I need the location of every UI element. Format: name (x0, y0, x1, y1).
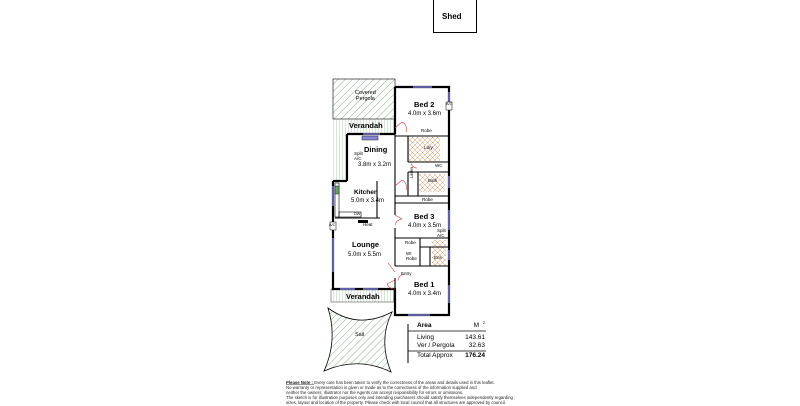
laundry-label: Ldry (424, 145, 433, 150)
split-ac-bed3-label: Split A/C (437, 228, 446, 238)
area-header-unit: M (473, 322, 479, 329)
area-row-value: 32.63 (468, 342, 485, 349)
bath-label: Bath (428, 178, 438, 183)
area-row-label: Total Approx (417, 352, 453, 359)
verandah-top-label: Verandah (349, 121, 383, 130)
wc-label: WC (435, 163, 443, 168)
bed2-dims: 4.0m x 3.6m (408, 111, 442, 117)
note-line: The sketch is for illustration purposes only and intending purchasers should satisfy themselves independently regarding ; (286, 395, 516, 400)
bed3-label: Bed 3 (414, 212, 435, 221)
bath-tile (419, 174, 445, 192)
dining-dims: 3.8m x 3.2m (358, 162, 392, 168)
shed-label: Shed (442, 12, 462, 21)
cooktop (335, 186, 339, 194)
ac-bed2-label: A/C (446, 102, 453, 106)
robe-label-bed3: Robe (422, 197, 433, 202)
bed1-dims: 4.0m x 3.4m (408, 291, 442, 297)
note-title: Please Note : (286, 380, 313, 385)
dining-fixture (362, 136, 378, 140)
area-row-total (405, 352, 485, 361)
entry-label: Entry (401, 271, 412, 276)
note-line: neither the owners, illustrator nor the Agents can accept responsibility for errors or omissions. (286, 390, 464, 395)
dishwasher-label: DW (354, 212, 361, 216)
linen-label: Linen (409, 166, 414, 178)
area-header-label: Area (417, 322, 432, 329)
bed3-dims: 4.0m x 3.5m (408, 223, 442, 229)
robe-label-bed1: Robe (405, 240, 416, 245)
robe-label-bed2: Robe (421, 128, 432, 133)
verandah-side-area (333, 134, 347, 180)
sail-label: Sail (355, 332, 365, 338)
area-row-verandah (405, 342, 485, 351)
area-table-header (405, 322, 485, 331)
area-row-label: Ver / Pergola (417, 342, 455, 349)
area-row-label: Living (417, 334, 434, 341)
area-header-sup: 2 (482, 320, 485, 325)
note-line: No warranty or representation is given or made as to the correctness of the information supplied and (286, 385, 477, 390)
kitchen-dims: 5.0m x 3.4m (351, 198, 385, 204)
sail-area (324, 308, 392, 372)
area-row-value: 143.61 (465, 334, 485, 341)
heat-label: Heat (363, 222, 373, 227)
note-line-text: Every care has been taken to verify the correctness of the areas and details used in this leaflet. (314, 380, 495, 385)
lounge-label: Lounge (352, 240, 380, 249)
bed1-label: Bed 1 (414, 280, 435, 289)
note-line: sizes, layout and location of the property. Please check with local council that all structures are approved by council. (286, 400, 506, 405)
verandah-bottom-label: Verandah (346, 292, 380, 301)
lounge-dims: 5.0m x 5.5m (348, 252, 382, 258)
wir-label: WI Robe (406, 251, 417, 261)
dining-label: Dining (364, 145, 388, 154)
ensuite-label: Ens (434, 255, 442, 260)
ensuite-tile (432, 240, 446, 266)
pergola-label: Covered Pergola (355, 90, 376, 102)
kitchen-label: Kitchen (354, 189, 378, 196)
disclaimer-note (286, 380, 526, 405)
bed2-label: Bed 2 (414, 100, 435, 109)
ac-lounge-label: A/C (329, 223, 336, 227)
split-ac-dining-label: Split A/C (354, 151, 363, 161)
area-row-value: 176.24 (465, 352, 485, 359)
